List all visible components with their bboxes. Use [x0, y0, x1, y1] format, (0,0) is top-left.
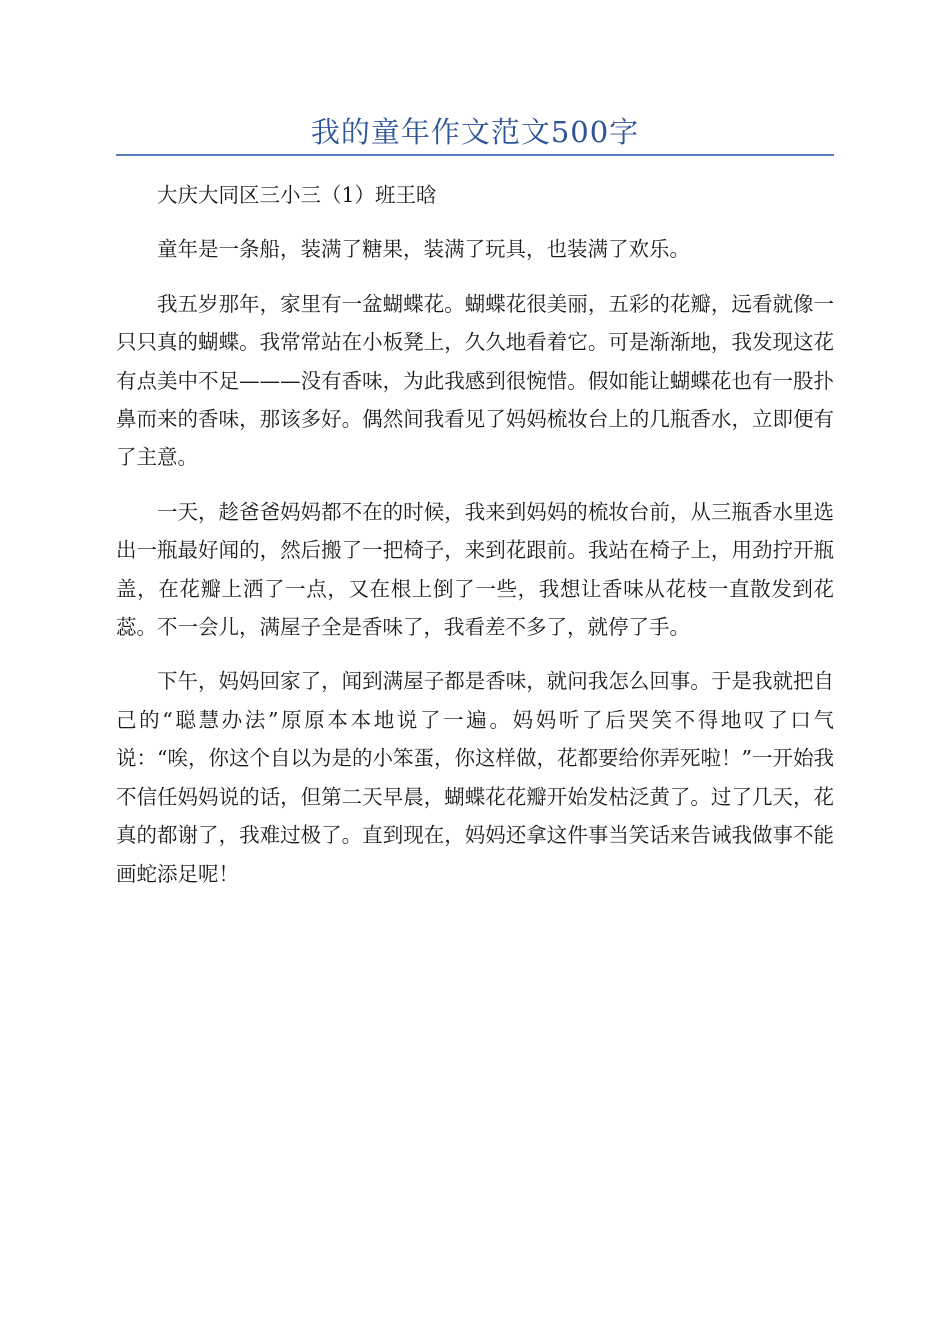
author-line: 大庆大同区三小三（1）班王晗: [157, 183, 437, 207]
paragraph: 童年是一条船，装满了糖果，装满了玩具，也装满了欢乐。: [157, 237, 690, 262]
page-title: 我的童年作文范文500字: [310, 115, 640, 149]
document-body: [116, 176, 834, 909]
paragraph: 下午，妈妈回家了，闻到满屋子都是香味，就问我怎么回事。于是我就把自己的“聪慧办法”原原本本地说了一遍。妈妈听了后哭笑不得地叹了口气说：“唉，你这个自以为是的小笨蛋，你这样做，花都要给你弄死啦！”一开始我不信任妈妈说的话，但第二天早晨，蝴蝶花花瓣开始发枯泛黄了。过了几天，花真的都谢了，我难过极了。直到现在，妈妈还拿这件事当笑话来告诫我做事不能画蛇添足呢！: [116, 669, 834, 886]
paragraph: 我五岁那年，家里有一盆蝴蝶花。蝴蝶花很美丽，五彩的花瓣，远看就像一只只真的蝴蝶。我常常站在小板凳上，久久地看着它。可是渐渐地，我发现这花有点美中不足———没有香味，为此我感到很惋惜。假如能让蝴蝶花也有一股扑鼻而来的香味，那该多好。偶然间我看见了妈妈梳妆台上的几瓶香水，立即便有了主意。: [116, 291, 834, 470]
paragraph: 一天，趁爸爸妈妈都不在的时候，我来到妈妈的梳妆台前，从三瓶香水里选出一瓶最好闻的，然后搬了一把椅子，来到花跟前。我站在椅子上，用劲拧开瓶盖，在花瓣上洒了一点，又在根上倒了一些，我想让香味从花枝一直散发到花蕊。不一会儿，满屋子全是香味了，我看差不多了，就停了手。: [116, 499, 834, 640]
title-underline: [116, 154, 834, 156]
